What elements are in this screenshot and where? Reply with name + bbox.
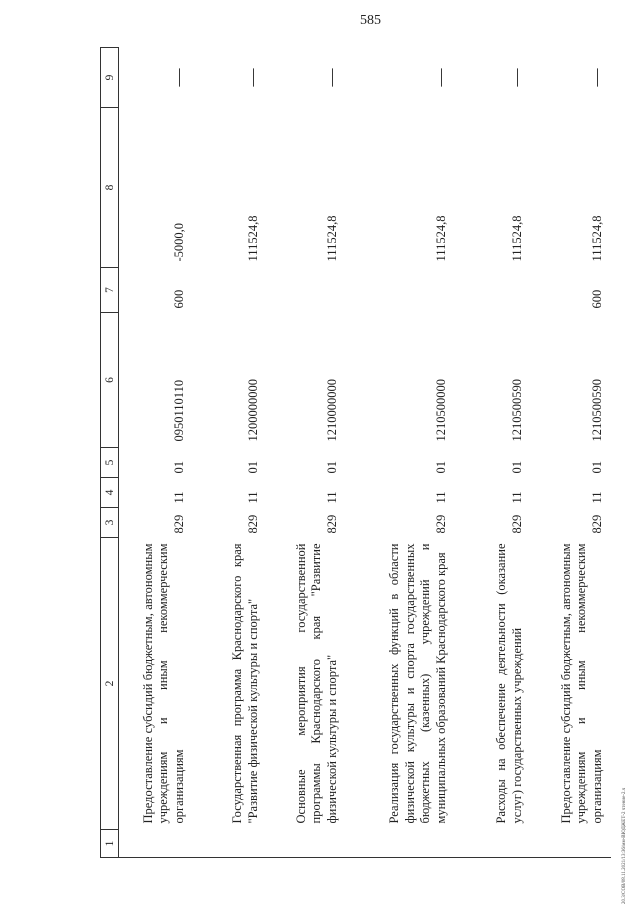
section-code: 11	[510, 491, 524, 504]
expense-type-code	[346, 268, 455, 313]
expense-type-code	[455, 268, 531, 313]
col-header-3: 3	[101, 508, 119, 538]
subsection-code: 01	[590, 461, 604, 474]
col-header-4: 4	[101, 478, 119, 508]
grbs-code: 829	[590, 514, 604, 534]
row-description: Расходы на обеспечение деятельности (оказание услуг) государственных учреждений	[494, 543, 524, 824]
target-article-code: 1210500590	[510, 379, 524, 442]
target-article-code: 1210500590	[590, 379, 604, 442]
section-code: 11	[246, 491, 260, 504]
grbs-code: 829	[172, 514, 186, 534]
table-row	[119, 48, 194, 858]
subsection-code: 01	[434, 461, 448, 474]
col-header-2: 2	[101, 538, 119, 830]
amount: 111524,8	[434, 215, 448, 262]
amount: 111524,8	[246, 215, 260, 262]
target-article-code: 1210500000	[434, 379, 448, 442]
expense-type-code: 600	[172, 289, 186, 309]
col9-dash: —	[430, 68, 450, 87]
expense-type-code: 600	[590, 289, 604, 309]
target-article-code: 0950110110	[172, 379, 186, 442]
table-row	[193, 48, 267, 858]
col9-dash: —	[242, 68, 262, 87]
row-description: Предоставление субсидий бюджетным, автономным учреждениям и иным некоммерческим организациям	[558, 543, 604, 824]
expense-type-code	[193, 268, 267, 313]
section-code: 11	[172, 491, 186, 504]
col9-dash: —	[321, 68, 341, 87]
target-article-code: 1200000000	[246, 379, 260, 442]
grbs-code: 829	[510, 514, 524, 534]
col-header-5: 5	[101, 448, 119, 478]
grbs-code: 829	[246, 514, 260, 534]
section-code: 11	[325, 491, 339, 504]
subsection-code: 01	[172, 461, 186, 474]
subsection-code: 01	[325, 461, 339, 474]
amount: 111524,8	[590, 215, 604, 262]
budget-table	[100, 47, 611, 858]
subsection-code: 01	[510, 461, 524, 474]
col-header-6: 6	[101, 313, 119, 448]
col-header-8: 8	[101, 108, 119, 268]
table-row	[455, 48, 531, 858]
row-description: Реализация государственных функций в области физической культуры и спорта государственных бюджетных (казенных) учреждений и муниципальных образований Краснодарского края	[387, 543, 448, 824]
row-description: Основные мероприятия государственной программы Краснодарского края "Развитие физической культуры и спорта"	[293, 543, 339, 824]
table-row	[531, 48, 611, 858]
col-header-7: 7	[101, 268, 119, 313]
section-code: 11	[434, 491, 448, 504]
table-row	[346, 48, 455, 858]
col9-dash: —	[506, 68, 526, 87]
col9-dash: —	[586, 68, 606, 87]
header-row	[101, 48, 119, 858]
grbs-code: 829	[325, 514, 339, 534]
amount: 111524,8	[325, 215, 339, 262]
grbs-code: 829	[434, 514, 448, 534]
margin-note: 20.3/СОВ/08.11.2021/13:36/мм-ВЮДЖЕТ-2 чтение-2.ч	[622, 787, 627, 904]
section-code: 11	[590, 491, 604, 504]
col-header-1: 1	[101, 830, 119, 858]
amount: 111524,8	[510, 215, 524, 262]
expense-type-code	[267, 268, 346, 313]
subsection-code: 01	[246, 461, 260, 474]
row-description: Предоставление субсидий бюджетным, автономным учреждениям и иным некоммерческим организациям	[140, 543, 186, 824]
target-article-code: 1210000000	[325, 379, 339, 442]
row-description: Государственная программа Краснодарского края "Развитие физической культуры и спорта"	[230, 543, 260, 824]
col9-dash: —	[168, 68, 188, 87]
col-header-9: 9	[101, 48, 119, 108]
amount: -5000,0	[172, 222, 186, 262]
budget-table-rotated	[100, 48, 610, 858]
table-row	[267, 48, 346, 858]
page-number: 585	[360, 13, 381, 28]
